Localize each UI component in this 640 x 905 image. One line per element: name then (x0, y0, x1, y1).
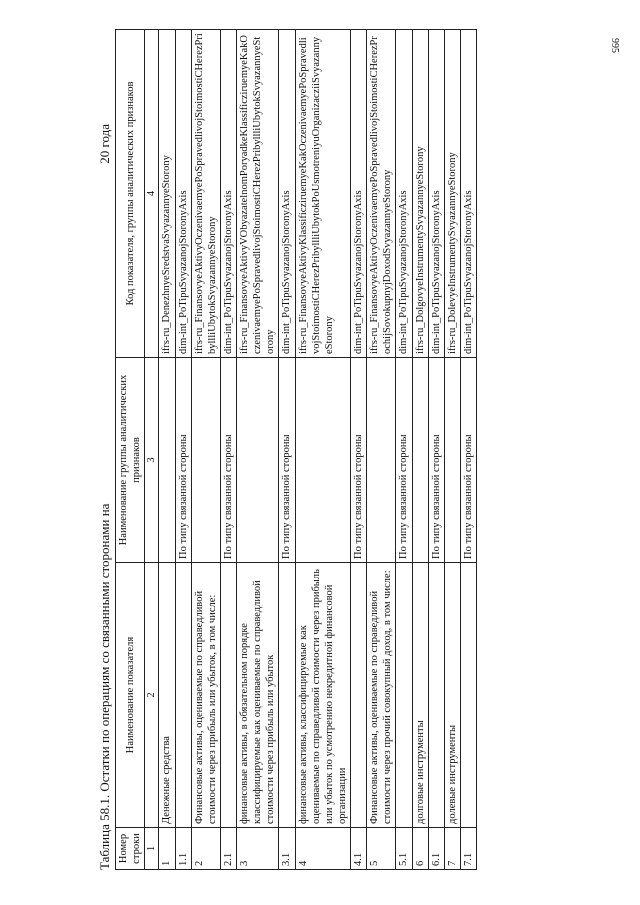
row-number-cell: 4.1 (351, 828, 367, 870)
indicator-name-cell: Денежные средства (159, 563, 175, 828)
table-body (159, 30, 477, 870)
code-cell: ifrs-ru_DolgovyeInstrumentySvyazannyeStorony (412, 30, 428, 358)
row-number-cell: 1 (159, 828, 175, 870)
group-name-cell: По типу связанной стороны (220, 358, 236, 563)
table-row (351, 30, 367, 870)
code-cell: ifrs-ru_DenezhnyeSredstvaSvyazannyeStorony (159, 30, 175, 358)
data-table (115, 29, 477, 870)
indicator-name-cell (351, 563, 367, 828)
group-name-cell: По типу связанной стороны (428, 358, 444, 563)
header-row-number: Номер строки (116, 828, 145, 870)
row-number-cell: 2 (191, 828, 220, 870)
row-number-cell: 5 (367, 828, 396, 870)
table-row (279, 30, 295, 870)
indicator-name-cell (220, 563, 236, 828)
code-cell: dim-int_PoTipuSvyazanojStoronyAxis (428, 30, 444, 358)
column-index: 4 (145, 30, 159, 358)
code-cell: dim-int_PoTipuSvyazanojStoronyAxis (175, 30, 191, 358)
group-name-cell: По типу связанной стороны (279, 358, 295, 563)
code-cell: dim-int_PoTipuSvyazanojStoronyAxis (351, 30, 367, 358)
code-cell: dim-int_PoTipuSvyazanojStoronyAxis (220, 30, 236, 358)
indicator-name-cell: долевые инструменты (444, 563, 460, 828)
group-name-cell (295, 358, 351, 563)
row-number-cell: 5.1 (396, 828, 412, 870)
indicator-name-cell (175, 563, 191, 828)
table-row (191, 30, 220, 870)
indicator-name-cell (460, 563, 476, 828)
row-number-cell: 7 (444, 828, 460, 870)
row-number-cell: 3 (237, 828, 279, 870)
group-name-cell (444, 358, 460, 563)
row-number-cell: 1.1 (175, 828, 191, 870)
code-cell: dim-int_PoTipuSvyazanojStoronyAxis (279, 30, 295, 358)
table-row (444, 30, 460, 870)
row-number-cell: 2.1 (220, 828, 236, 870)
code-cell: ifrs-ru_FinansovyeAktivyVObyazatelnomPoryadkeKlassificziruemyeKakOczenivaemyePoSpravedlivojStoimostiCHerezPribyllliUbytokSvyazannyeStorony (237, 30, 279, 358)
indicator-name-cell: финансовые активы, классифицируемые как оцениваемые по справедливой стоимости через прибыль или убыток по усмотрению некредитной финансовой организации (295, 563, 351, 828)
table-row (367, 30, 396, 870)
year-label: 20 года (97, 124, 112, 164)
column-index: 2 (145, 563, 159, 828)
group-name-cell: По типу связанной стороны (396, 358, 412, 563)
page-number: 995 (609, 38, 620, 53)
code-cell: dim-int_PoTipuSvyazanojStoronyAxis (460, 30, 476, 358)
code-cell: ifrs-ru_DolevyeInstrumentySvyazannyeStorony (444, 30, 460, 358)
table-row (237, 30, 279, 870)
group-name-cell (412, 358, 428, 563)
table-row (460, 30, 476, 870)
table-row (396, 30, 412, 870)
group-name-cell (191, 358, 220, 563)
table-row (412, 30, 428, 870)
indicator-name-cell: долговые инструменты (412, 563, 428, 828)
group-name-cell: По типу связанной стороны (175, 358, 191, 563)
table-row (159, 30, 175, 870)
group-name-cell (237, 358, 279, 563)
group-name-cell (159, 358, 175, 563)
indicator-name-cell (428, 563, 444, 828)
table-caption (95, 30, 115, 880)
group-name-cell: По типу связанной стороны (351, 358, 367, 563)
indicator-name-cell: Финансовые активы, оцениваемые по справедливой стоимости через прочий совокупный доход, в том числе: (367, 563, 396, 828)
code-cell: dim-int_PoTipuSvyazanojStoronyAxis (396, 30, 412, 358)
code-cell: ifrs-ru_FinansovyeAktivyOczenivaemyePoSpravedlivojStoimostiCHerezPribyllliUbytokSvyazannyeStorony (191, 30, 220, 358)
header-group-name: Наименование группы аналитических признаков (116, 358, 145, 563)
group-name-cell: По типу связанной стороны (460, 358, 476, 563)
table-row (220, 30, 236, 870)
table-row (428, 30, 444, 870)
rotated-sheet (95, 30, 555, 880)
table-title: Таблица 58.1. Остатки по операциям со связанными сторонами на (97, 503, 112, 870)
column-index-row (145, 30, 159, 870)
header-indicator-name: Наименование показателя (116, 563, 145, 828)
row-number-cell: 4 (295, 828, 351, 870)
column-index: 3 (145, 358, 159, 563)
group-name-cell (367, 358, 396, 563)
indicator-name-cell: финансовые активы, в обязательном порядке классифицируемые как оцениваемые по справедливой стоимости через прибыль или убыток (237, 563, 279, 828)
code-cell: ifrs-ru_FinansovyeAktivyKlassificziruemyeKakOczenivaemyePoSpravedlivojStoimostiCHerezPribyllliUbytokPoUsmotreniyuOrganizacziiSvyazannyeStorony (295, 30, 351, 358)
code-cell: ifrs-ru_FinansovyeAktivyOczenivaemyePoSpravedlivojStoimostiCHerezProchijSovokupnyjDoxodSvyazannyeStorony (367, 30, 396, 358)
header-row (116, 30, 145, 870)
row-number-cell: 6 (412, 828, 428, 870)
indicator-name-cell: Финансовые активы, оцениваемые по справедливой стоимости через прибыль или убыток, в том числе: (191, 563, 220, 828)
header-code: Код показателя, группы аналитических признаков (116, 30, 145, 358)
table-row (295, 30, 351, 870)
table-row (175, 30, 191, 870)
indicator-name-cell (396, 563, 412, 828)
indicator-name-cell (279, 563, 295, 828)
row-number-cell: 6.1 (428, 828, 444, 870)
row-number-cell: 7.1 (460, 828, 476, 870)
column-index: 1 (145, 828, 159, 870)
row-number-cell: 3.1 (279, 828, 295, 870)
